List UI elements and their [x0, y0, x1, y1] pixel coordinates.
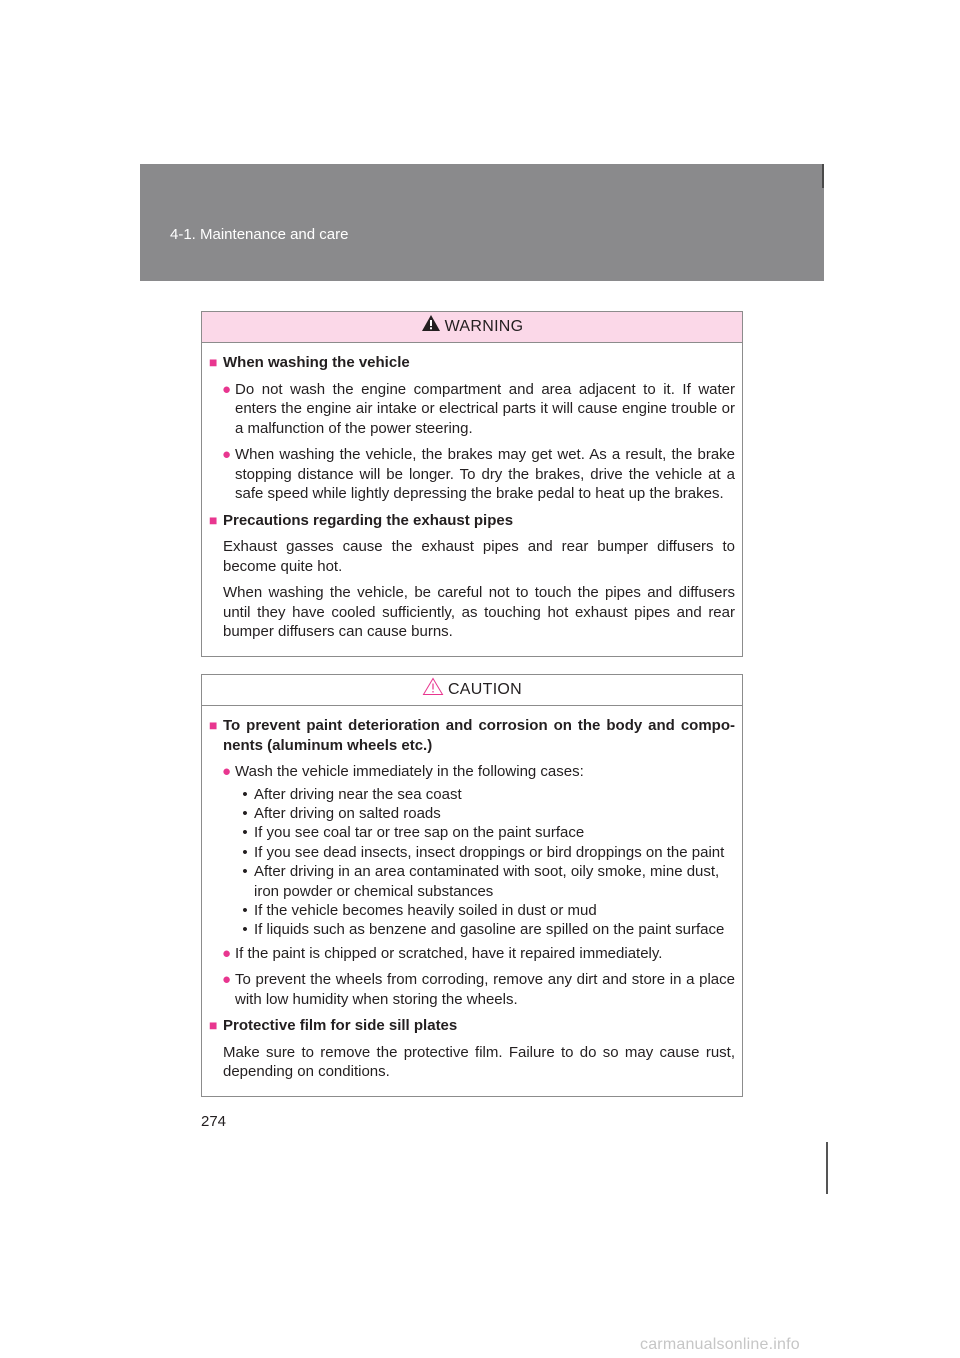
warning-title: WARNING	[444, 318, 524, 335]
bullet-item: ● Wash the vehicle immediately in the following cases:	[222, 763, 584, 780]
paragraph: Make sure to remove the protective film. Failure to do so may cause rust, depending on conditions.	[223, 1043, 735, 1081]
header-tick	[822, 164, 824, 188]
caution-triangle-icon	[422, 680, 448, 701]
list-item: • After driving in an area contaminated with soot, oily smoke, mine dust, iron powder or chemical substances	[242, 863, 720, 900]
bullet-item: ● When washing the vehicle, the brakes may get wet. As a result, the brake stopping distance will be longer. To dry the brakes, drive the vehicle at a safe speed while lightly depressing the brake pedal to heat up the brakes.	[222, 446, 735, 502]
bullet-item: ● If the paint is chipped or scratched, have it repaired immediately.	[222, 944, 663, 962]
case-list	[236, 785, 735, 940]
caution-title: CAUTION	[447, 681, 523, 698]
list-item: • If you see coal tar or tree sap on the paint surface	[242, 824, 585, 842]
bullet-item: ● Do not wash the engine compartment and area adjacent to it. If water enters the engine air intake or electrical parts it will cause engine trouble or a malfunction of the power steering.	[222, 380, 735, 437]
section-title: 4-1. Maintenance and care	[170, 226, 349, 243]
section-heading: ■ Precautions regarding the exhaust pipes	[209, 511, 514, 529]
warning-header	[202, 312, 742, 343]
warning-box	[201, 311, 743, 657]
list-item: • If you see dead insects, insect droppings or bird droppings on the paint	[242, 843, 725, 861]
square-bullet-icon: ■	[209, 354, 218, 370]
section-heading: ■ When washing the vehicle	[209, 354, 410, 371]
side-rule	[826, 1142, 828, 1194]
circle-bullet-icon: ●	[222, 446, 232, 463]
circle-bullet-icon: ●	[222, 944, 232, 962]
paragraph: Exhaust gasses cause the exhaust pipes and rear bumper diffusers to become quite hot.	[223, 538, 735, 575]
list-item: • If the vehicle becomes heavily soiled in dust or mud	[242, 901, 597, 919]
header-band	[140, 164, 824, 281]
list-item: • After driving near the sea coast	[242, 785, 462, 803]
caution-header	[202, 675, 742, 706]
circle-bullet-icon: ●	[222, 380, 232, 398]
watermark: carmanualsonline.info	[640, 1336, 800, 1353]
circle-bullet-icon: ●	[222, 763, 232, 780]
paragraph: When washing the vehicle, be careful not to touch the pipes and diffusers until they have cooled sufficiently, as touching hot exhaust pipes and rear bumper diffusers can cause burns.	[223, 584, 735, 640]
square-bullet-icon: ■	[209, 511, 218, 528]
warning-triangle-icon	[421, 317, 445, 337]
page-number: 274	[201, 1113, 227, 1130]
bullet-item: ● To prevent the wheels from corroding, remove any dirt and store in a place with low humidity when storing the wheels.	[222, 971, 735, 1008]
caution-box	[201, 674, 743, 1097]
square-bullet-icon: ■	[209, 1017, 218, 1034]
list-item: • After driving on salted roads	[242, 804, 441, 822]
list-item: • If liquids such as benzene and gasoline are spilled on the paint surface	[242, 921, 725, 939]
circle-bullet-icon: ●	[222, 971, 232, 989]
section-heading: ■ To prevent paint deterioration and corrosion on the body and compo- nents (aluminum wheels etc.)	[209, 717, 735, 754]
square-bullet-icon: ■	[209, 717, 218, 733]
section-heading: ■ Protective film for side sill plates	[209, 1017, 458, 1035]
